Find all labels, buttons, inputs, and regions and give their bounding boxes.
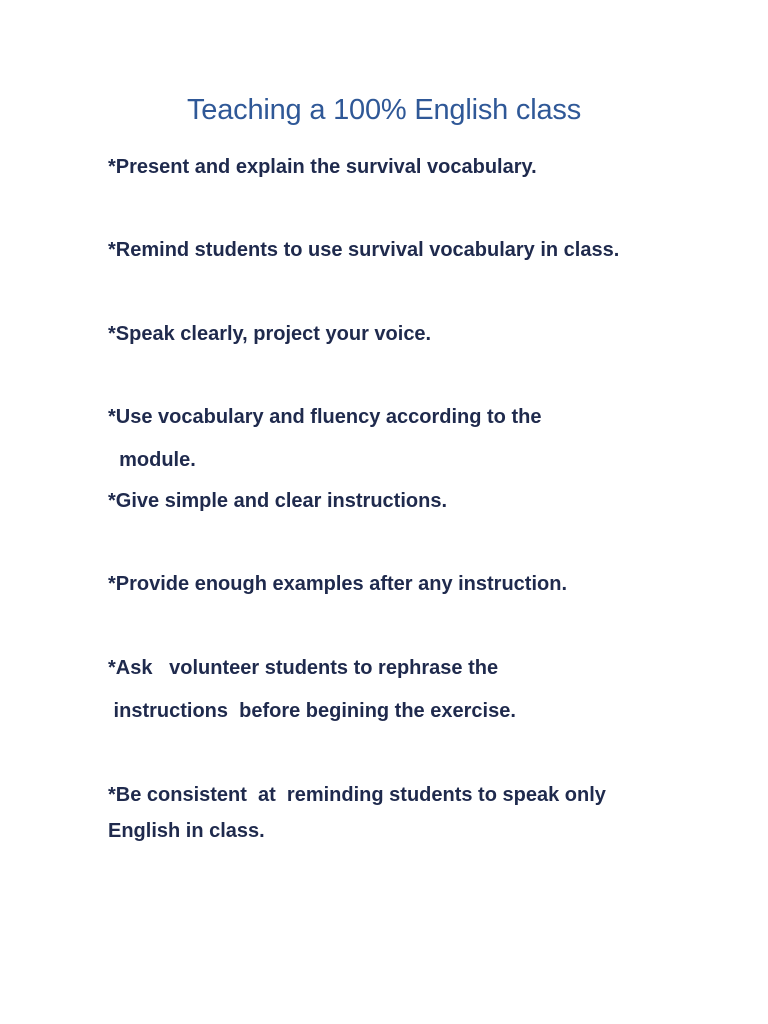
list-item-ask-volunteers-continued: instructions before begining the exercise. — [108, 700, 516, 722]
list-item-speak-clearly: *Speak clearly, project your voice. — [108, 323, 432, 345]
list-item-be-consistent-continued: English in class. — [108, 820, 265, 842]
list-item-give-instructions: *Give simple and clear instructions. — [108, 490, 448, 512]
list-item-use-vocabulary-continued: module. — [108, 449, 196, 471]
list-item-provide-examples: *Provide enough examples after any instruction. — [108, 573, 568, 595]
list-item-use-vocabulary: *Use vocabulary and fluency according to the — [108, 406, 542, 428]
page-title: Teaching a 100% English class — [187, 94, 581, 126]
list-item-be-consistent: *Be consistent at reminding students to speak only — [108, 784, 606, 806]
list-item-ask-volunteers: *Ask volunteer students to rephrase the — [108, 657, 499, 679]
list-item-present-vocabulary: *Present and explain the survival vocabulary. — [108, 156, 537, 178]
list-item-remind-students: *Remind students to use survival vocabulary in class. — [108, 239, 620, 261]
